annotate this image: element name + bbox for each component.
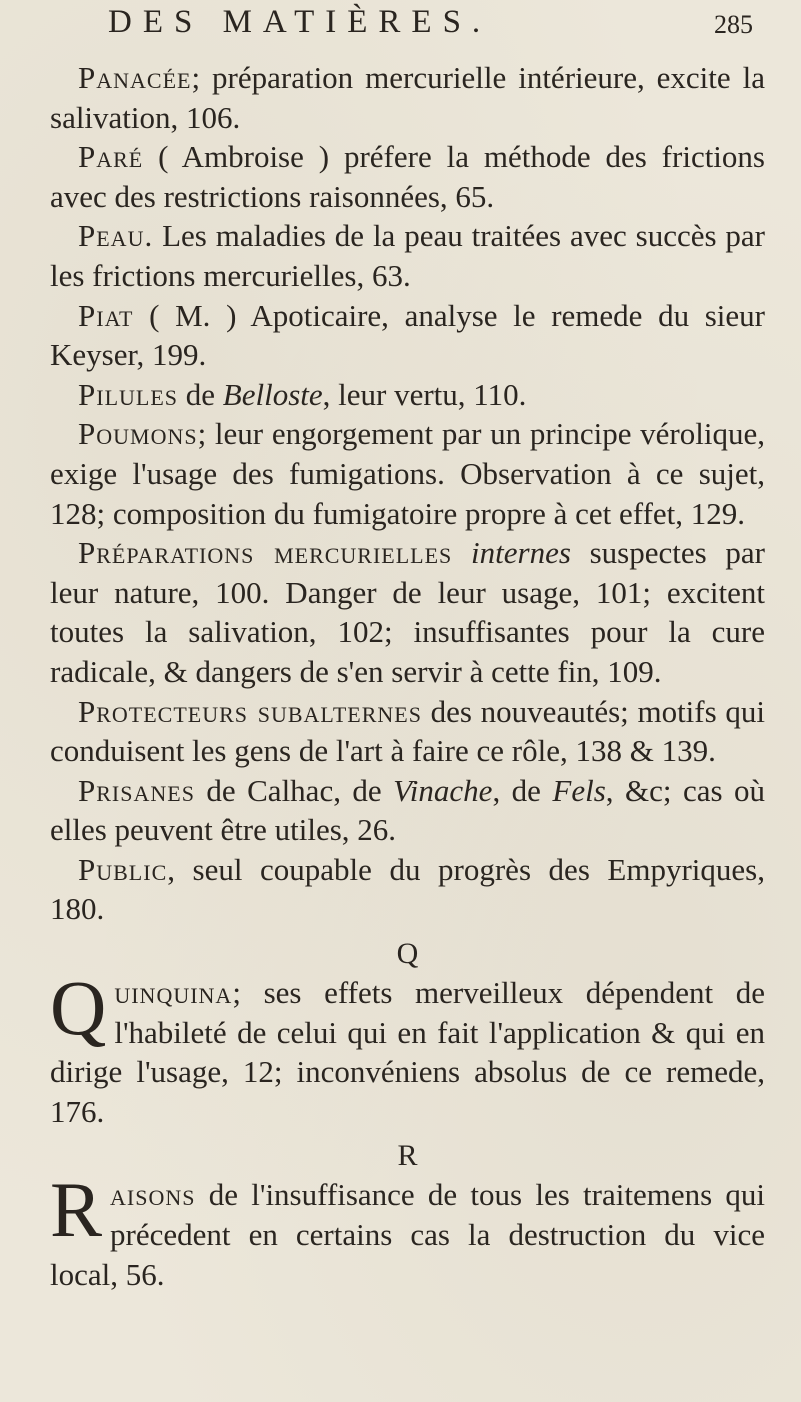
- index-entry-pilules: [50, 375, 765, 415]
- entry-head: uinquina: [114, 975, 233, 1011]
- entry-text: ( M. ) Apoticaire, analyse le remede du sieur Keyser, 199.: [50, 297, 765, 373]
- entry-italic: Vinache: [393, 772, 493, 808]
- index-entry-raisons: [50, 1166, 765, 1294]
- entry-head: Pilules: [78, 376, 179, 412]
- entry-head: Paré: [78, 139, 144, 175]
- entry-text: , &c; cas où elles peuvent être utiles, 26.: [50, 772, 765, 848]
- index-entry-protecteurs: [50, 692, 765, 771]
- entry-text: ; leur engorgement par un principe vérolique, exige l'usage des fumigations. Observation à ce sujet, 128; composition du fumigatoire propre à cet effet, 129.: [50, 416, 765, 531]
- entry-text: , seul coupable du progrès des Empyriques, 180.: [50, 851, 765, 927]
- entry-text: suspectes par leur nature, 100. Danger de leur usage, 101; excitent toutes la salivation, 102; insuffisantes pour la cure radicale, & dangers de s'en servir à cette fin, 109.: [50, 535, 765, 689]
- entry-head: Public: [78, 851, 168, 887]
- entry-text: ; ses effets merveilleux dépendent de l'habileté de celui qui en fait l'application & qui en dirige l'usage, 12; inconvéniens absolus de ce remede, 176.: [50, 975, 765, 1129]
- index-entry-quinquina: [50, 964, 765, 1131]
- running-title: DES MATIÈRES.: [108, 4, 492, 40]
- entry-text: Les maladies de la peau traitées avec succès par les frictions mercurielles, 63.: [50, 218, 765, 293]
- drop-cap-q: Q: [50, 964, 107, 1052]
- entry-head: Peau.: [78, 218, 154, 254]
- entry-text: de l'insuffisance de tous les traitemens qui précedent en certains cas la destruction du vice local, 56.: [50, 1177, 765, 1292]
- drop-cap-r: R: [50, 1166, 103, 1254]
- index-entry-poumons: [50, 414, 765, 533]
- entry-text: ; préparation mercurielle intérieure, excite la salivation, 106.: [50, 60, 765, 135]
- page-number: 285: [714, 10, 753, 39]
- entry-head: Piat: [78, 297, 134, 333]
- index-entry-panacee: [50, 58, 765, 137]
- index-entry-pare: [50, 137, 765, 216]
- entry-italic: Belloste: [222, 376, 323, 412]
- entry-text: de: [178, 376, 223, 412]
- entry-head: Préparations mercurielles: [78, 535, 453, 571]
- entry-italic: Fels: [552, 772, 606, 808]
- entry-text: des nouveautés; motifs qui conduisent les gens de l'art à faire ce rôle, 138 & 139.: [50, 693, 765, 769]
- entry-italic: internes: [471, 535, 571, 571]
- entry-head: Poumons: [78, 416, 198, 452]
- entry-text: de Calhac, de: [194, 772, 394, 808]
- entry-head: aisons: [110, 1177, 196, 1213]
- section-letter-r: R: [397, 1139, 418, 1173]
- page-header: [50, 0, 765, 58]
- entry-head: Panacée: [78, 60, 192, 95]
- index-entry-preparations: [50, 533, 765, 691]
- index-entry-piat: [50, 296, 765, 375]
- index-entry-peau: [50, 216, 765, 295]
- index-entry-prisanes: [50, 771, 765, 850]
- entry-text: , de: [492, 772, 553, 808]
- entry-head: Prisanes: [78, 772, 195, 808]
- page-bottom-margin: [50, 1294, 765, 1334]
- entry-text: , leur vertu, 110.: [322, 376, 527, 412]
- entry-head: Protecteurs subalternes: [78, 693, 422, 729]
- index-entry-public: [50, 850, 765, 929]
- section-letter-q: Q: [396, 937, 419, 971]
- entry-text: ( Ambroise ) préfere la méthode des frictions avec des restrictions raisonnées, 65.: [50, 139, 765, 214]
